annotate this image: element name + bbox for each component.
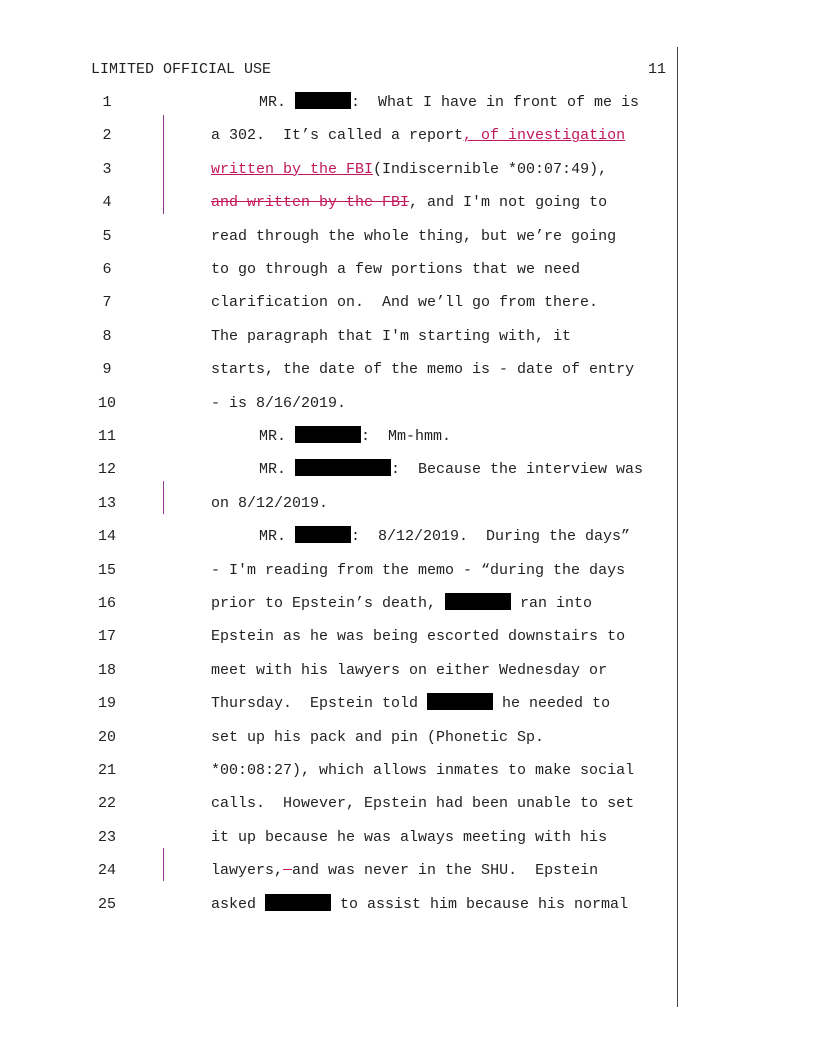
- deleted-text: and written by the FBI: [211, 194, 410, 212]
- text-run: MR.: [259, 428, 296, 445]
- line-text: [211, 727, 544, 749]
- line-text: [211, 226, 616, 248]
- redaction-block: [295, 426, 361, 443]
- line-text: [211, 693, 610, 715]
- line-text: [211, 326, 571, 348]
- transcript-line: [0, 125, 816, 147]
- transcript-line: [0, 593, 816, 615]
- line-number: 6: [102, 261, 112, 278]
- line-text: [259, 426, 451, 448]
- transcript-line: [0, 259, 816, 281]
- line-number: 3: [102, 160, 112, 178]
- text-run: , and I'm not going to: [409, 194, 608, 212]
- text-run: - I'm reading from the memo - “during the days: [211, 561, 626, 579]
- text-run: (Indiscernible *00:07:49),: [373, 160, 608, 178]
- inserted-text: , of investigation: [463, 127, 626, 145]
- transcript-line: [0, 626, 816, 648]
- line-number: 14: [97, 528, 116, 546]
- redaction-block: [295, 526, 351, 543]
- transcript-line: [0, 92, 816, 114]
- line-number: 13: [97, 494, 116, 512]
- line-text: [211, 192, 607, 214]
- line-number: 9: [102, 361, 112, 379]
- transcript-line: [0, 493, 816, 515]
- transcript-line: [0, 459, 816, 481]
- line-number: 8: [102, 327, 112, 345]
- redaction-block: [445, 593, 511, 610]
- line-number: 19: [97, 695, 116, 713]
- inserted-text: written by the FBI: [211, 160, 374, 178]
- line-number: 17: [97, 628, 116, 646]
- line-text: [211, 159, 607, 181]
- line-text: [211, 760, 634, 782]
- line-number: 15: [97, 561, 116, 579]
- text-run: and was never in the SHU. Epstein: [292, 862, 599, 880]
- line-text: [259, 459, 643, 481]
- text-run: *00:08:27), which allows inmates to make social: [211, 762, 635, 779]
- line-number: 10: [97, 394, 116, 412]
- line-text: [211, 860, 598, 882]
- line-text: [211, 593, 592, 615]
- line-text: [211, 626, 625, 648]
- transcript-line: [0, 827, 816, 849]
- line-number: 2: [102, 127, 112, 145]
- line-text: [211, 660, 607, 682]
- text-run: MR.: [259, 94, 296, 111]
- text-run: on 8/12/2019.: [211, 494, 329, 512]
- line-number: 1: [102, 94, 112, 111]
- transcript-line: [0, 560, 816, 582]
- transcript-line: [0, 526, 816, 548]
- transcript-line: [0, 860, 816, 882]
- line-number: 7: [102, 294, 112, 312]
- text-run: - is 8/16/2019.: [211, 394, 347, 412]
- text-run: The paragraph that I'm starting with, it: [211, 327, 572, 345]
- transcript-line: [0, 192, 816, 214]
- line-number: 4: [102, 194, 112, 212]
- line-number: 24: [97, 862, 116, 880]
- line-number: 23: [97, 828, 116, 846]
- line-number: 22: [97, 795, 116, 813]
- line-text: [259, 92, 639, 114]
- text-run: MR.: [259, 461, 296, 479]
- transcript-line: [0, 660, 816, 682]
- line-text: [211, 259, 580, 281]
- text-run: lawyers,: [211, 862, 284, 880]
- line-number: 20: [97, 728, 116, 746]
- transcript-line: [0, 760, 816, 782]
- line-number: 18: [97, 661, 116, 679]
- text-run: ran into: [511, 595, 593, 612]
- line-number: 21: [97, 762, 116, 779]
- text-run: prior to Epstein’s death,: [211, 595, 446, 612]
- text-run: meet with his lawyers on either Wednesday or: [211, 661, 608, 679]
- text-run: MR.: [259, 528, 296, 546]
- text-run: it up because he was always meeting with his: [211, 828, 608, 846]
- text-run: asked: [211, 895, 266, 913]
- line-text: [211, 393, 346, 415]
- transcript-line: [0, 159, 816, 181]
- line-number: 5: [102, 227, 112, 245]
- text-run: Thursday. Epstein told: [211, 695, 428, 713]
- redaction-block: [295, 459, 391, 476]
- redaction-block: [295, 92, 351, 109]
- page-number: 11: [648, 61, 667, 78]
- line-text: [211, 493, 328, 515]
- transcript-line: [0, 326, 816, 348]
- transcript-line: [0, 793, 816, 815]
- line-text: [211, 359, 634, 381]
- line-number: 12: [97, 461, 116, 479]
- line-number: 25: [97, 895, 116, 913]
- transcript-line: [0, 292, 816, 314]
- transcript-line: [0, 359, 816, 381]
- text-run: to assist him because his normal: [331, 895, 629, 913]
- line-number: 16: [97, 595, 116, 612]
- text-run: to go through a few portions that we need: [211, 261, 581, 278]
- text-run: : What I have in front of me is: [351, 94, 640, 111]
- transcript-line: [0, 393, 816, 415]
- text-run: : Because the interview was: [391, 461, 644, 479]
- transcript-line: [0, 693, 816, 715]
- line-text: [211, 292, 598, 314]
- transcript-line: [0, 894, 816, 916]
- text-run: : Mm-hmm.: [361, 428, 452, 445]
- text-run: Epstein as he was being escorted downstairs to: [211, 628, 626, 646]
- line-text: [211, 793, 634, 815]
- transcript-line: [0, 727, 816, 749]
- text-run: clarification on. And we’ll go from there.: [211, 294, 599, 312]
- text-run: : 8/12/2019. During the days”: [351, 528, 631, 546]
- text-run: set up his pack and pin (Phonetic Sp.: [211, 728, 545, 746]
- redaction-block: [265, 894, 331, 911]
- transcript-line: [0, 426, 816, 448]
- redaction-block: [427, 693, 493, 710]
- line-text: [211, 560, 625, 582]
- line-text: [211, 894, 628, 916]
- text-run: starts, the date of the memo is - date of entry: [211, 361, 635, 379]
- line-text: [211, 125, 625, 147]
- text-run: calls. However, Epstein had been unable to set: [211, 795, 635, 813]
- classification-header: LIMITED OFFICIAL USE: [91, 61, 272, 78]
- line-number: 11: [97, 428, 116, 445]
- line-text: [211, 827, 607, 849]
- text-run: he needed to: [493, 695, 611, 713]
- text-run: read through the whole thing, but we’re going: [211, 227, 617, 245]
- text-run: a 302. It’s called a report: [211, 127, 464, 145]
- transcript-line: [0, 226, 816, 248]
- deleted-text: [283, 862, 292, 879]
- line-text: [259, 526, 630, 548]
